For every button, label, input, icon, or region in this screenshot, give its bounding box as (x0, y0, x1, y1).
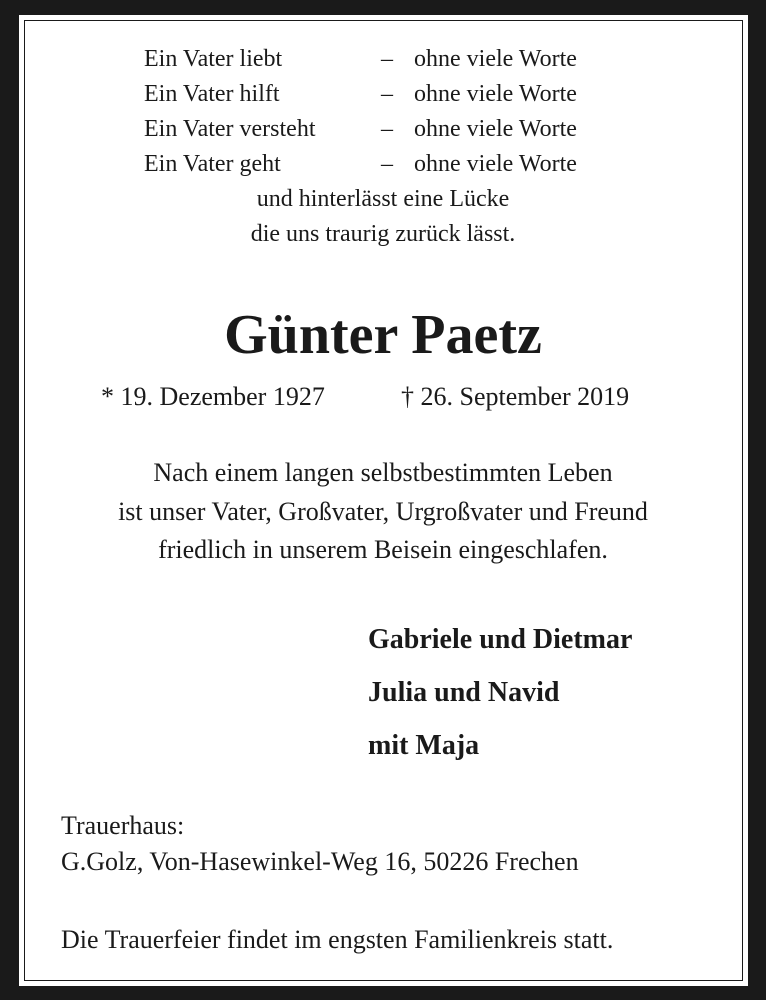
death-date: † 26. September 2019 (401, 382, 630, 411)
poem-line-4-dash: – (381, 151, 393, 177)
poem-closing-line-1: und hinterlässt eine Lücke (256, 186, 510, 212)
deceased-name: Günter Paetz (224, 304, 542, 366)
poem-line-2-right: ohne viele Worte (414, 81, 577, 107)
poem-line-4-left: Ein Vater geht (144, 151, 281, 177)
message-line-1: Nach einem langen selbstbestimmten Leben (153, 458, 613, 487)
family-line-2: Julia und Navid (368, 677, 560, 708)
poem-line-2-left: Ein Vater hilft (144, 81, 280, 107)
family-line-3: mit Maja (368, 730, 480, 761)
mourning-house-label: Trauerhaus: (61, 811, 185, 840)
poem-line-1-right: ohne viele Worte (414, 46, 577, 72)
poem-line-4-right: ohne viele Worte (414, 151, 577, 177)
poem-closing-line-2: die uns traurig zurück lässt. (250, 221, 516, 247)
ceremony-note: Die Trauerfeier findet im engsten Familienkreis statt. (61, 925, 614, 954)
birth-date: * 19. Dezember 1927 (101, 382, 325, 411)
poem-line-3-left: Ein Vater versteht (144, 116, 316, 142)
poem-line-1-dash: – (381, 46, 393, 72)
message-line-2: ist unser Vater, Großvater, Urgroßvater und Freund (118, 497, 648, 526)
poem-line-3-right: ohne viele Worte (414, 116, 577, 142)
poem-line-2-dash: – (381, 81, 393, 107)
poem-line-1-left: Ein Vater liebt (144, 46, 283, 72)
mourning-house-address: G.Golz, Von-Hasewinkel-Weg 16, 50226 Frechen (61, 847, 579, 876)
poem-line-3-dash: – (381, 116, 393, 142)
message-line-3: friedlich in unserem Beisein eingeschlafen. (158, 535, 608, 564)
family-line-1: Gabriele und Dietmar (368, 624, 633, 655)
